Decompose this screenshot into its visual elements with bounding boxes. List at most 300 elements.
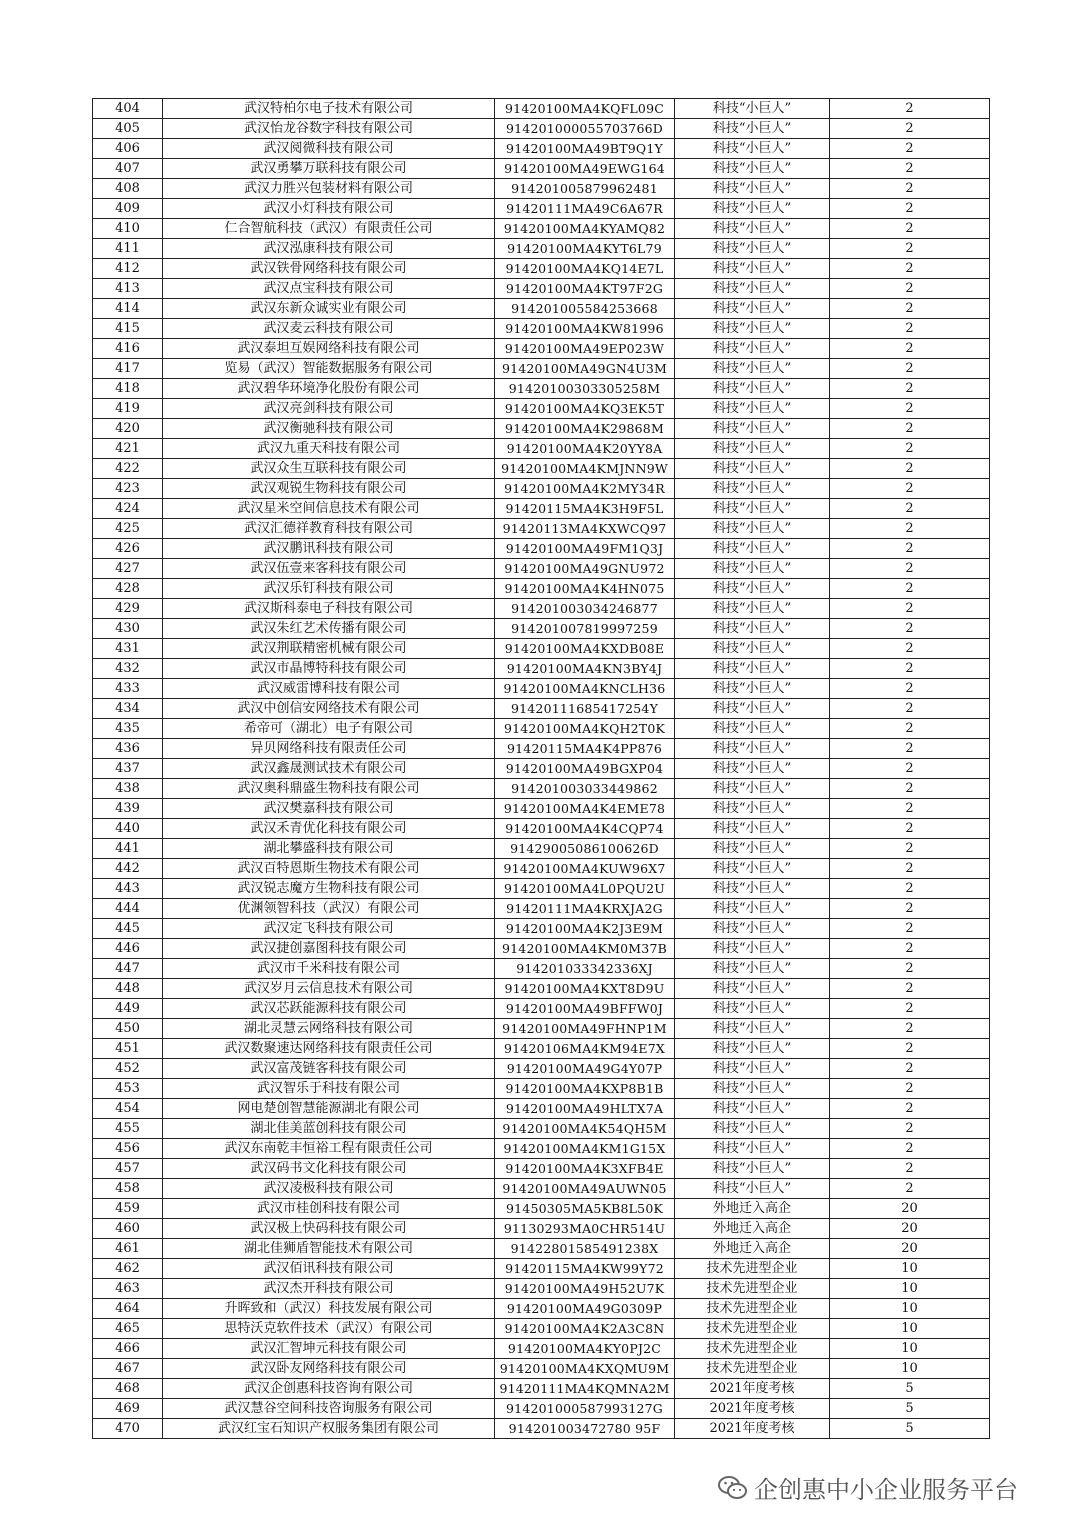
company-name-cell: 武汉杰开科技有限公司: [163, 1279, 495, 1299]
row-number-cell: 438: [93, 779, 163, 799]
table-row: [93, 879, 990, 899]
table-row: [93, 919, 990, 939]
company-name-cell: 武汉凌极科技有限公司: [163, 1179, 495, 1199]
credit-code-cell: 91420115MA4K4PP876: [495, 739, 675, 759]
score-cell: 2: [830, 239, 990, 259]
company-name-cell: 武汉东南乾丰恒裕工程有限责任公司: [163, 1139, 495, 1159]
table-row: [93, 259, 990, 279]
category-cell: 科技“小巨人”: [675, 599, 830, 619]
credit-code-cell: 91420100MA4KUW96X7: [495, 859, 675, 879]
score-cell: 2: [830, 99, 990, 119]
table-row: [93, 1019, 990, 1039]
row-number-cell: 434: [93, 699, 163, 719]
company-name-cell: 希帝可（湖北）电子有限公司: [163, 719, 495, 739]
score-cell: 2: [830, 599, 990, 619]
company-name-cell: 武汉捷创嘉图科技有限公司: [163, 939, 495, 959]
row-number-cell: 418: [93, 379, 163, 399]
row-number-cell: 415: [93, 319, 163, 339]
category-cell: 科技“小巨人”: [675, 859, 830, 879]
category-cell: 科技“小巨人”: [675, 979, 830, 999]
table-row: [93, 899, 990, 919]
table-row: [93, 319, 990, 339]
credit-code-cell: 91420100MA4KQH2T0K: [495, 719, 675, 739]
category-cell: 外地迁入高企: [675, 1199, 830, 1219]
company-name-cell: 武汉汇德祥教育科技有限公司: [163, 519, 495, 539]
credit-code-cell: 91420100MA4L0PQU2U: [495, 879, 675, 899]
table-row: [93, 1199, 990, 1219]
score-cell: 2: [830, 619, 990, 639]
table-row: [93, 1099, 990, 1119]
score-cell: 2: [830, 1099, 990, 1119]
category-cell: 外地迁入高企: [675, 1219, 830, 1239]
row-number-cell: 446: [93, 939, 163, 959]
category-cell: 科技“小巨人”: [675, 839, 830, 859]
score-cell: 2: [830, 939, 990, 959]
credit-code-cell: 914201003472780 95F: [495, 1419, 675, 1439]
row-number-cell: 406: [93, 139, 163, 159]
table-row: [93, 659, 990, 679]
credit-code-cell: 91420100MA4K2J3E9M: [495, 919, 675, 939]
score-cell: 2: [830, 539, 990, 559]
company-name-cell: 武汉卧友网络科技有限公司: [163, 1359, 495, 1379]
score-cell: 2: [830, 679, 990, 699]
credit-code-cell: 914201005584253668: [495, 299, 675, 319]
row-number-cell: 447: [93, 959, 163, 979]
score-cell: 10: [830, 1259, 990, 1279]
credit-code-cell: 91420100MA4KT97F2G: [495, 279, 675, 299]
table-row: [93, 619, 990, 639]
row-number-cell: 444: [93, 899, 163, 919]
table-row: [93, 299, 990, 319]
category-cell: 科技“小巨人”: [675, 479, 830, 499]
score-cell: 2: [830, 859, 990, 879]
score-cell: 2: [830, 559, 990, 579]
category-cell: 科技“小巨人”: [675, 419, 830, 439]
credit-code-cell: 91420100MA4K3XFB4E: [495, 1159, 675, 1179]
category-cell: 技术先进型企业: [675, 1339, 830, 1359]
company-name-cell: 武汉怡龙谷数字科技有限公司: [163, 119, 495, 139]
company-name-cell: 武汉禾青优化科技有限公司: [163, 819, 495, 839]
table-row: [93, 699, 990, 719]
score-cell: 2: [830, 959, 990, 979]
company-name-cell: 思特沃克软件技术（武汉）有限公司: [163, 1319, 495, 1339]
table-row: [93, 1319, 990, 1339]
table-row: [93, 199, 990, 219]
row-number-cell: 428: [93, 579, 163, 599]
company-name-cell: 异贝网络科技有限责任公司: [163, 739, 495, 759]
company-name-cell: 湖北佳美蓝创科技有限公司: [163, 1119, 495, 1139]
score-cell: 20: [830, 1239, 990, 1259]
row-number-cell: 427: [93, 559, 163, 579]
category-cell: 科技“小巨人”: [675, 379, 830, 399]
table-row: [93, 1059, 990, 1079]
row-number-cell: 467: [93, 1359, 163, 1379]
table-row: [93, 579, 990, 599]
credit-code-cell: 91420100MA4K20YY8A: [495, 439, 675, 459]
wechat-icon: [718, 1475, 748, 1501]
score-cell: 2: [830, 179, 990, 199]
table-row: [93, 1119, 990, 1139]
category-cell: 科技“小巨人”: [675, 299, 830, 319]
table-row: [93, 339, 990, 359]
company-name-cell: 武汉威雷博科技有限公司: [163, 679, 495, 699]
category-cell: 科技“小巨人”: [675, 279, 830, 299]
table-row: [93, 419, 990, 439]
table-row: [93, 1079, 990, 1099]
row-number-cell: 450: [93, 1019, 163, 1039]
credit-code-cell: 91420111MA4KRXJA2G: [495, 899, 675, 919]
category-cell: 科技“小巨人”: [675, 159, 830, 179]
row-number-cell: 424: [93, 499, 163, 519]
table-row: [93, 599, 990, 619]
category-cell: 科技“小巨人”: [675, 439, 830, 459]
company-name-cell: 武汉力胜兴包装材料有限公司: [163, 179, 495, 199]
credit-code-cell: 914201000055703766D: [495, 119, 675, 139]
score-cell: 2: [830, 419, 990, 439]
credit-code-cell: 91420115MA4K3H9F5L: [495, 499, 675, 519]
category-cell: 科技“小巨人”: [675, 759, 830, 779]
company-name-cell: 武汉鹏讯科技有限公司: [163, 539, 495, 559]
row-number-cell: 470: [93, 1419, 163, 1439]
company-name-cell: 武汉市桂创科技有限公司: [163, 1199, 495, 1219]
category-cell: 科技“小巨人”: [675, 139, 830, 159]
credit-code-cell: 91130293MA0CHR514U: [495, 1219, 675, 1239]
credit-code-cell: 91420111MA49C6A67R: [495, 199, 675, 219]
company-name-cell: 武汉定飞科技有限公司: [163, 919, 495, 939]
credit-code-cell: 91420100MA49BGXP04: [495, 759, 675, 779]
company-name-cell: 武汉百特恩斯生物技术有限公司: [163, 859, 495, 879]
row-number-cell: 405: [93, 119, 163, 139]
credit-code-cell: 91420100MA4KYT6L79: [495, 239, 675, 259]
category-cell: 科技“小巨人”: [675, 1119, 830, 1139]
company-name-cell: 武汉芯跃能源科技有限公司: [163, 999, 495, 1019]
company-name-cell: 武汉伍壹来客科技有限公司: [163, 559, 495, 579]
company-name-cell: 武汉樊嘉科技有限公司: [163, 799, 495, 819]
category-cell: 科技“小巨人”: [675, 119, 830, 139]
score-cell: 2: [830, 1139, 990, 1159]
score-cell: 2: [830, 259, 990, 279]
category-cell: 科技“小巨人”: [675, 779, 830, 799]
credit-code-cell: 91420100MA4KMJNN9W: [495, 459, 675, 479]
credit-code-cell: 91429005086100626D: [495, 839, 675, 859]
company-name-cell: 湖北灵慧云网络科技有限公司: [163, 1019, 495, 1039]
company-name-cell: 武汉特柏尔电子技术有限公司: [163, 99, 495, 119]
row-number-cell: 456: [93, 1139, 163, 1159]
score-cell: 2: [830, 1059, 990, 1079]
table-row: [93, 1039, 990, 1059]
row-number-cell: 455: [93, 1119, 163, 1139]
table-row: [93, 559, 990, 579]
category-cell: 科技“小巨人”: [675, 879, 830, 899]
row-number-cell: 468: [93, 1379, 163, 1399]
row-number-cell: 436: [93, 739, 163, 759]
company-name-cell: 武汉勇攀万联科技有限公司: [163, 159, 495, 179]
table-row: [93, 99, 990, 119]
score-cell: 5: [830, 1399, 990, 1419]
company-name-cell: 武汉朱红艺术传播有限公司: [163, 619, 495, 639]
category-cell: 科技“小巨人”: [675, 519, 830, 539]
credit-code-cell: 91420100MA49H52U7K: [495, 1279, 675, 1299]
score-cell: 2: [830, 279, 990, 299]
row-number-cell: 425: [93, 519, 163, 539]
score-cell: 2: [830, 919, 990, 939]
credit-code-cell: 91420100MA4K2MY34R: [495, 479, 675, 499]
table-row: [93, 1239, 990, 1259]
category-cell: 外地迁入高企: [675, 1239, 830, 1259]
table-row: [93, 719, 990, 739]
table-row: [93, 959, 990, 979]
credit-code-cell: 91420100MA4K4CQP74: [495, 819, 675, 839]
category-cell: 技术先进型企业: [675, 1299, 830, 1319]
credit-code-cell: 91420100MA4KXT8D9U: [495, 979, 675, 999]
row-number-cell: 451: [93, 1039, 163, 1059]
row-number-cell: 421: [93, 439, 163, 459]
credit-code-cell: 91420100MA4KQ3EK5T: [495, 399, 675, 419]
company-name-cell: 武汉码书文化科技有限公司: [163, 1159, 495, 1179]
credit-code-cell: 91420100MA4KW81996: [495, 319, 675, 339]
category-cell: 科技“小巨人”: [675, 459, 830, 479]
company-name-cell: 武汉汇智坤元科技有限公司: [163, 1339, 495, 1359]
score-cell: 10: [830, 1319, 990, 1339]
table-row: [93, 819, 990, 839]
category-cell: 科技“小巨人”: [675, 239, 830, 259]
row-number-cell: 422: [93, 459, 163, 479]
company-name-cell: 优渊领智科技（武汉）有限公司: [163, 899, 495, 919]
company-name-cell: 湖北佳狮盾智能技术有限公司: [163, 1239, 495, 1259]
category-cell: 技术先进型企业: [675, 1319, 830, 1339]
company-name-cell: 武汉数聚速达网络科技有限责任公司: [163, 1039, 495, 1059]
row-number-cell: 420: [93, 419, 163, 439]
company-name-cell: 武汉企创惠科技咨询有限公司: [163, 1379, 495, 1399]
category-cell: 科技“小巨人”: [675, 1099, 830, 1119]
score-cell: 2: [830, 639, 990, 659]
row-number-cell: 469: [93, 1399, 163, 1419]
category-cell: 科技“小巨人”: [675, 1019, 830, 1039]
credit-code-cell: 91420100MA49EP023W: [495, 339, 675, 359]
table-row: [93, 159, 990, 179]
table-row: [93, 379, 990, 399]
score-cell: 2: [830, 1039, 990, 1059]
category-cell: 科技“小巨人”: [675, 339, 830, 359]
credit-code-cell: 91420100MA4KXP8B1B: [495, 1079, 675, 1099]
credit-code-cell: 91420100MA4K4EME78: [495, 799, 675, 819]
score-cell: 2: [830, 879, 990, 899]
credit-code-cell: 91420100MA4KN3BY4J: [495, 659, 675, 679]
score-cell: 2: [830, 1159, 990, 1179]
company-name-cell: 武汉红宝石知识产权服务集团有限公司: [163, 1419, 495, 1439]
score-cell: 10: [830, 1339, 990, 1359]
credit-code-cell: 914201033342336XJ: [495, 959, 675, 979]
row-number-cell: 445: [93, 919, 163, 939]
company-name-cell: 武汉小灯科技有限公司: [163, 199, 495, 219]
company-name-cell: 武汉慧谷空间科技咨询服务有限公司: [163, 1399, 495, 1419]
credit-code-cell: 91420100MA49FM1Q3J: [495, 539, 675, 559]
score-cell: 2: [830, 899, 990, 919]
category-cell: 2021年度考核: [675, 1379, 830, 1399]
category-cell: 科技“小巨人”: [675, 359, 830, 379]
category-cell: 科技“小巨人”: [675, 259, 830, 279]
credit-code-cell: 91420100MA4K54QH5M: [495, 1119, 675, 1139]
score-cell: 20: [830, 1219, 990, 1239]
row-number-cell: 410: [93, 219, 163, 239]
row-number-cell: 430: [93, 619, 163, 639]
table-row: [93, 979, 990, 999]
table-row: [93, 1359, 990, 1379]
table-row: [93, 639, 990, 659]
table-row: [93, 799, 990, 819]
category-cell: 科技“小巨人”: [675, 699, 830, 719]
credit-code-cell: 91420100MA4K2A3C8N: [495, 1319, 675, 1339]
category-cell: 科技“小巨人”: [675, 1139, 830, 1159]
category-cell: 科技“小巨人”: [675, 1159, 830, 1179]
table-row: [93, 999, 990, 1019]
credit-code-cell: 91420100MA4KY0PJ2C: [495, 1339, 675, 1359]
credit-code-cell: 91420100MA4KQ14E7L: [495, 259, 675, 279]
row-number-cell: 459: [93, 1199, 163, 1219]
score-cell: 2: [830, 1179, 990, 1199]
watermark-text: 企创惠中小企业服务平台: [754, 1476, 1018, 1504]
category-cell: 科技“小巨人”: [675, 199, 830, 219]
credit-code-cell: 91420100MA49EWG164: [495, 159, 675, 179]
company-name-cell: 武汉麦云科技有限公司: [163, 319, 495, 339]
score-cell: 5: [830, 1379, 990, 1399]
table-row: [93, 1159, 990, 1179]
table-body: [93, 99, 990, 1439]
row-number-cell: 463: [93, 1279, 163, 1299]
watermark: [718, 1470, 1018, 1505]
row-number-cell: 466: [93, 1339, 163, 1359]
credit-code-cell: 91420100MA49AUWN05: [495, 1179, 675, 1199]
score-cell: 2: [830, 199, 990, 219]
company-name-cell: 武汉荆联精密机械有限公司: [163, 639, 495, 659]
company-name-cell: 仁合智航科技（武汉）有限责任公司: [163, 219, 495, 239]
score-cell: 2: [830, 459, 990, 479]
row-number-cell: 426: [93, 539, 163, 559]
credit-code-cell: 91420100MA49GN4U3M: [495, 359, 675, 379]
credit-code-cell: 91420100MA4KYAMQ82: [495, 219, 675, 239]
credit-code-cell: 91420100MA4KM0M37B: [495, 939, 675, 959]
credit-code-cell: 91450305MA5KB8L50K: [495, 1199, 675, 1219]
score-cell: 2: [830, 759, 990, 779]
table-row: [93, 839, 990, 859]
row-number-cell: 441: [93, 839, 163, 859]
row-number-cell: 439: [93, 799, 163, 819]
row-number-cell: 432: [93, 659, 163, 679]
score-cell: 2: [830, 799, 990, 819]
category-cell: 科技“小巨人”: [675, 639, 830, 659]
row-number-cell: 461: [93, 1239, 163, 1259]
row-number-cell: 448: [93, 979, 163, 999]
category-cell: 2021年度考核: [675, 1419, 830, 1439]
category-cell: 科技“小巨人”: [675, 819, 830, 839]
score-cell: 2: [830, 699, 990, 719]
category-cell: 科技“小巨人”: [675, 719, 830, 739]
credit-code-cell: 91420100MA4KXDB08E: [495, 639, 675, 659]
score-cell: 2: [830, 319, 990, 339]
score-cell: 5: [830, 1419, 990, 1439]
credit-code-cell: 91420100303305258M: [495, 379, 675, 399]
table-row: [93, 119, 990, 139]
row-number-cell: 435: [93, 719, 163, 739]
row-number-cell: 429: [93, 599, 163, 619]
company-name-cell: 武汉市晶博特科技有限公司: [163, 659, 495, 679]
score-cell: 2: [830, 579, 990, 599]
credit-code-cell: 91420100MA49G0309P: [495, 1299, 675, 1319]
company-name-cell: 武汉智乐于科技有限公司: [163, 1079, 495, 1099]
score-cell: 10: [830, 1359, 990, 1379]
row-number-cell: 412: [93, 259, 163, 279]
score-cell: 2: [830, 1079, 990, 1099]
company-name-cell: 武汉中创信安网络技术有限公司: [163, 699, 495, 719]
table-row: [93, 1179, 990, 1199]
category-cell: 科技“小巨人”: [675, 739, 830, 759]
credit-code-cell: 914201007819997259: [495, 619, 675, 639]
category-cell: 科技“小巨人”: [675, 99, 830, 119]
row-number-cell: 431: [93, 639, 163, 659]
row-number-cell: 452: [93, 1059, 163, 1079]
score-cell: 2: [830, 1019, 990, 1039]
credit-code-cell: 91420100MA4KM1G15X: [495, 1139, 675, 1159]
category-cell: 科技“小巨人”: [675, 1039, 830, 1059]
credit-code-cell: 91420111MA4KQMNA2M: [495, 1379, 675, 1399]
table-row: [93, 779, 990, 799]
score-cell: 2: [830, 499, 990, 519]
category-cell: 2021年度考核: [675, 1399, 830, 1419]
row-number-cell: 453: [93, 1079, 163, 1099]
table-row: [93, 1279, 990, 1299]
score-cell: 2: [830, 439, 990, 459]
score-cell: 10: [830, 1299, 990, 1319]
category-cell: 科技“小巨人”: [675, 679, 830, 699]
score-cell: 2: [830, 379, 990, 399]
table-row: [93, 219, 990, 239]
table-row: [93, 1219, 990, 1239]
credit-code-cell: 91420100MA49GNU972: [495, 559, 675, 579]
company-name-cell: 武汉市千米科技有限公司: [163, 959, 495, 979]
credit-code-cell: 91420100MA49BT9Q1Y: [495, 139, 675, 159]
company-name-cell: 网电楚创智慧能源湖北有限公司: [163, 1099, 495, 1119]
row-number-cell: 409: [93, 199, 163, 219]
category-cell: 科技“小巨人”: [675, 579, 830, 599]
category-cell: 科技“小巨人”: [675, 959, 830, 979]
row-number-cell: 457: [93, 1159, 163, 1179]
table-row: [93, 1139, 990, 1159]
score-cell: 2: [830, 359, 990, 379]
company-name-cell: 武汉阅微科技有限公司: [163, 139, 495, 159]
row-number-cell: 458: [93, 1179, 163, 1199]
credit-code-cell: 914201005879962481: [495, 179, 675, 199]
category-cell: 科技“小巨人”: [675, 499, 830, 519]
credit-code-cell: 914201003033449862: [495, 779, 675, 799]
row-number-cell: 449: [93, 999, 163, 1019]
row-number-cell: 419: [93, 399, 163, 419]
credit-code-cell: 914201000587993127G: [495, 1399, 675, 1419]
table-row: [93, 1259, 990, 1279]
table-row: [93, 1379, 990, 1399]
company-name-cell: 武汉奥科鼎盛生物科技有限公司: [163, 779, 495, 799]
row-number-cell: 423: [93, 479, 163, 499]
row-number-cell: 404: [93, 99, 163, 119]
company-name-cell: 武汉衡驰科技有限公司: [163, 419, 495, 439]
score-cell: 10: [830, 1279, 990, 1299]
category-cell: 科技“小巨人”: [675, 319, 830, 339]
credit-code-cell: 91420100MA49FHNP1M: [495, 1019, 675, 1039]
company-name-cell: 武汉泓康科技有限公司: [163, 239, 495, 259]
credit-code-cell: 91420100MA4KQFL09C: [495, 99, 675, 119]
table-row: [93, 1399, 990, 1419]
category-cell: 技术先进型企业: [675, 1279, 830, 1299]
category-cell: 科技“小巨人”: [675, 899, 830, 919]
